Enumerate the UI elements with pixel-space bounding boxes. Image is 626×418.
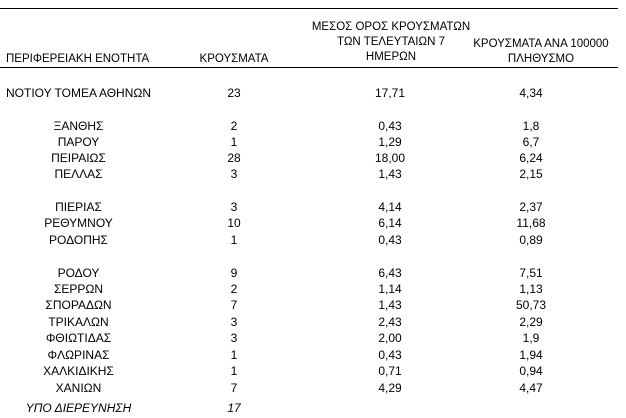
cases-cell: 3 — [230, 331, 238, 345]
region-name-cell: ΡΟΔΟΠΗΣ — [49, 233, 108, 247]
avg-7day-cell: 18,00 — [374, 151, 406, 165]
cases-cell: 1 — [230, 348, 238, 362]
avg-7day-cell: 6,43 — [378, 266, 402, 280]
region-name-cell: ΠΙΕΡΙΑΣ — [55, 200, 102, 214]
per-100k-cell: 1,8 — [522, 119, 540, 133]
per-100k-cell: 11,68 — [516, 216, 546, 230]
table-row — [0, 363, 626, 379]
cases-cell: 3 — [230, 315, 238, 329]
avg-7day-cell: 1,14 — [378, 282, 402, 296]
table-top-border — [0, 8, 618, 9]
cases-cell: 1 — [230, 364, 238, 378]
table-row — [0, 166, 626, 182]
table-row — [0, 199, 626, 215]
cases-cell: 1 — [230, 233, 238, 247]
header-avg-line3: ΗΜΕΡΩΝ — [365, 51, 417, 63]
footer-name: ΥΠΟ ΔΙΕΡΕΥΝΗΣΗ — [25, 401, 132, 415]
table-row — [0, 215, 626, 231]
header-cases: ΚΡΟΥΣΜΑΤΑ — [199, 53, 269, 65]
cases-cell: 3 — [230, 200, 238, 214]
table-row — [0, 330, 626, 346]
header-per-line2: ΠΛΗΘΥΣΜΟ — [507, 53, 575, 65]
avg-7day-cell: 2,43 — [378, 315, 402, 329]
avg-7day-cell: 0,71 — [378, 364, 402, 378]
header-avg-line1: ΜΕΣΟΣ ΟΡΟΣ ΚΡΟΥΣΜΑΤΩΝ — [311, 21, 471, 33]
footer-cases: 17 — [227, 401, 241, 415]
table-row — [0, 85, 626, 101]
per-100k-cell: 1,13 — [519, 282, 543, 296]
table-row — [0, 314, 626, 330]
region-name-cell: ΠΑΡΟΥ — [57, 135, 100, 149]
avg-7day-cell: 2,00 — [378, 331, 402, 345]
per-100k-cell: 4,47 — [519, 381, 543, 395]
region-name-cell: ΝΟΤΙΟΥ ΤΟΜΕΑ ΑΘΗΝΩΝ — [5, 86, 152, 100]
cases-cell: 2 — [230, 119, 238, 133]
region-name-cell: ΞΑΝΘΗΣ — [53, 119, 104, 133]
table-row — [0, 232, 626, 248]
region-name-cell: ΠΕΛΛΑΣ — [54, 167, 103, 181]
cases-cell: 28 — [227, 151, 241, 165]
per-100k-cell: 2,15 — [519, 167, 543, 181]
per-100k-cell: 1,94 — [519, 348, 543, 362]
table-row — [0, 118, 626, 134]
table-row — [0, 150, 626, 166]
per-100k-cell: 6,7 — [522, 135, 540, 149]
cases-cell: 10 — [227, 216, 241, 230]
per-100k-cell: 0,94 — [519, 364, 543, 378]
region-name-cell: ΡΕΘΥΜΝΟΥ — [44, 216, 113, 230]
avg-7day-cell: 1,43 — [378, 167, 402, 181]
per-100k-cell: 2,37 — [519, 200, 543, 214]
avg-7day-cell: 1,43 — [378, 298, 402, 312]
per-100k-cell: 7,51 — [519, 266, 543, 280]
region-name-cell: ΣΕΡΡΩΝ — [53, 282, 104, 296]
region-name-cell: ΡΟΔΟΥ — [57, 266, 100, 280]
cases-cell: 23 — [227, 86, 241, 100]
table-row-footer — [0, 400, 626, 416]
per-100k-cell: 4,34 — [519, 86, 543, 100]
region-name-cell: ΦΛΩΡΙΝΑΣ — [47, 348, 110, 362]
table-row — [0, 380, 626, 396]
per-100k-cell: 50,73 — [515, 298, 547, 312]
region-name-cell: ΤΡΙΚΑΛΩΝ — [48, 315, 109, 329]
header-per-line1: ΚΡΟΥΣΜΑΤΑ ΑΝΑ 100000 — [473, 38, 609, 50]
avg-7day-cell: 17,71 — [374, 86, 406, 100]
per-100k-cell: 6,24 — [519, 151, 543, 165]
cases-cell: 2 — [230, 282, 238, 296]
cases-cell: 7 — [230, 298, 238, 312]
avg-7day-cell: 0,43 — [378, 119, 402, 133]
table-row — [0, 134, 626, 150]
per-100k-cell: 0,89 — [519, 233, 543, 247]
avg-7day-cell: 4,14 — [378, 200, 402, 214]
region-name-cell: ΧΑΝΙΩΝ — [55, 381, 102, 395]
region-name-cell: ΣΠΟΡΑΔΩΝ — [45, 298, 112, 312]
region-name-cell: ΦΘΙΩΤΙΔΑΣ — [45, 331, 112, 345]
table-row — [0, 281, 626, 297]
header-region: ΠΕΡΙΦΕΡΕΙΑΚΗ ΕΝΟΤΗΤΑ — [6, 53, 150, 65]
per-100k-cell: 1,9 — [522, 331, 540, 345]
table-row — [0, 347, 626, 363]
per-100k-cell: 2,29 — [519, 315, 543, 329]
avg-7day-cell: 0,43 — [378, 348, 402, 362]
avg-7day-cell: 0,43 — [378, 233, 402, 247]
cases-cell: 7 — [230, 381, 238, 395]
header-underline — [0, 67, 618, 68]
avg-7day-cell: 6,14 — [378, 216, 402, 230]
table-row — [0, 297, 626, 313]
cases-cell: 1 — [230, 135, 238, 149]
region-name-cell: ΠΕΙΡΑΙΩΣ — [51, 151, 106, 165]
cases-cell: 9 — [230, 266, 238, 280]
cases-cell: 3 — [230, 167, 238, 181]
region-name-cell: ΧΑΛΚΙΔΙΚΗΣ — [43, 364, 114, 378]
header-avg-line2: ΤΩΝ ΤΕΛΕΥΤΑΙΩΝ 7 — [337, 36, 445, 48]
avg-7day-cell: 1,29 — [378, 135, 402, 149]
avg-7day-cell: 4,29 — [378, 381, 402, 395]
table-row — [0, 265, 626, 281]
